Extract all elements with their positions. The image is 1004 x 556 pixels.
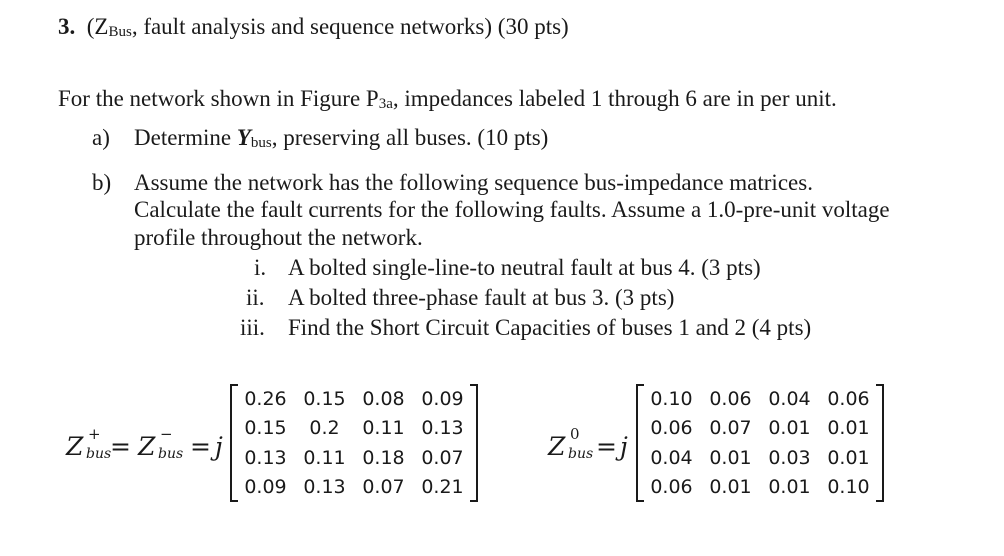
matrix-cell: 0.01	[827, 417, 870, 440]
matrix-cell: 0.01	[768, 417, 811, 440]
part-b-line-3: profile throughout the network.	[134, 225, 423, 250]
matrix-cell: 0.13	[421, 417, 464, 440]
matrix-cell: 0.21	[421, 476, 464, 499]
matrix-cell: 0.18	[362, 446, 405, 469]
z-zero-letter: Z	[548, 432, 566, 461]
item-i-text: A bolted single-line-to neutral fault at bus 4. (3 pts)	[288, 255, 761, 280]
intro-text	[58, 85, 837, 116]
y-bus-sub: bus	[250, 135, 272, 151]
problem-title-rest: , fault analysis and sequence networks) (30 pts)	[131, 14, 569, 39]
z-minus-sup: −	[160, 425, 173, 443]
matrix-cell: 0.11	[362, 417, 405, 440]
item-ii-num: ii.	[246, 285, 265, 310]
matrix-cell: 0.01	[768, 476, 811, 499]
z-zero-matrix	[636, 384, 884, 502]
item-i-num: i.	[254, 255, 267, 280]
z-pn-rows	[236, 384, 472, 502]
matrix-cell: 0.06	[827, 387, 870, 410]
matrix-cell: 0.13	[303, 476, 346, 499]
matrix-cell: 0.11	[303, 446, 346, 469]
matrix-cell: 0.07	[421, 446, 464, 469]
part-a-text	[134, 124, 548, 155]
matrix-cell: 0.15	[303, 387, 346, 410]
z-minus-letter: Z	[138, 432, 156, 461]
z-zero-sup: 0	[570, 425, 580, 443]
matrix-cell: 0.13	[244, 446, 287, 469]
z-plus-letter: Z	[66, 432, 84, 461]
matrix-cell: 0.07	[709, 417, 752, 440]
matrix-row	[236, 384, 472, 414]
z-plus-sub: bus	[86, 446, 112, 462]
matrix-cell: 0.15	[244, 417, 287, 440]
matrix-cell: 0.06	[709, 387, 752, 410]
matrix-cell: 0.09	[421, 387, 464, 410]
matrix-row	[236, 414, 472, 444]
z-plus-symbol	[66, 425, 112, 462]
matrix-cell: 0.01	[709, 446, 752, 469]
part-a-text-a: Determine	[134, 125, 237, 150]
part-b-label: b)	[92, 170, 112, 195]
z-minus-sub: bus	[158, 446, 184, 462]
matrix-cell: 0.04	[768, 387, 811, 410]
intro-text-a: For the network shown in Figure P	[58, 86, 379, 111]
matrix-cell: 0.03	[768, 446, 811, 469]
part-b-line-2: Calculate the fault currents for the following faults. Assume a 1.0-pre-unit voltage	[134, 197, 890, 222]
part-a-label: a)	[92, 125, 110, 150]
matrix-row	[642, 414, 878, 444]
z-zero-sub: bus	[568, 446, 594, 462]
equals-1: =	[110, 432, 131, 461]
intro-text-sub: 3a	[378, 96, 393, 112]
matrix-row	[236, 473, 472, 503]
matrix-cell: 0.09	[244, 476, 287, 499]
matrix-cell: 0.04	[650, 446, 693, 469]
matrix-row	[642, 384, 878, 414]
matrix-cell: 0.08	[362, 387, 405, 410]
part-a	[92, 124, 549, 152]
equals-2: =	[190, 432, 211, 461]
problem-number: 3.	[58, 14, 76, 39]
matrix-row	[642, 443, 878, 473]
part-a-text-b: , preserving all buses. (10 pts)	[271, 125, 549, 150]
item-iii-text: Find the Short Circuit Capacities of buses 1 and 2 (4 pts)	[288, 315, 812, 340]
j-2: j	[620, 432, 628, 461]
equals-3: =	[596, 432, 617, 461]
z-zero-rows	[642, 384, 878, 502]
z-plus-sup: +	[88, 425, 101, 443]
matrix-row	[236, 443, 472, 473]
item-ii-text: A bolted three-phase fault at bus 3. (3 pts)	[288, 285, 675, 310]
item-iii-num: iii.	[240, 315, 265, 340]
intro-text-b: , impedances labeled 1 through 6 are in per unit.	[392, 86, 837, 111]
matrix-cell: 0.01	[827, 446, 870, 469]
matrix-cell: 0.06	[650, 476, 693, 499]
problem-title-open: (Z	[86, 14, 109, 39]
matrix-cell: 0.07	[362, 476, 405, 499]
z-minus-symbol	[138, 425, 184, 462]
matrix-cell: 0.01	[709, 476, 752, 499]
matrix-cell: 0.06	[650, 417, 693, 440]
j-1: j	[215, 432, 223, 461]
problem-heading	[58, 13, 569, 44]
z-positive-negative-matrix	[230, 384, 478, 502]
matrix-cell: 0.26	[244, 387, 287, 410]
y-bus-symbol: Y	[236, 125, 251, 150]
matrix-row	[642, 473, 878, 503]
z-zero-symbol	[548, 425, 594, 462]
matrix-cell: 0.10	[650, 387, 693, 410]
matrix-cell: 0.10	[827, 476, 870, 499]
problem-title-sub: Bus	[108, 24, 132, 40]
matrix-cell: 0.2	[309, 417, 340, 440]
part-b-line-1: Assume the network has the following sequence bus-impedance matrices.	[134, 170, 813, 195]
